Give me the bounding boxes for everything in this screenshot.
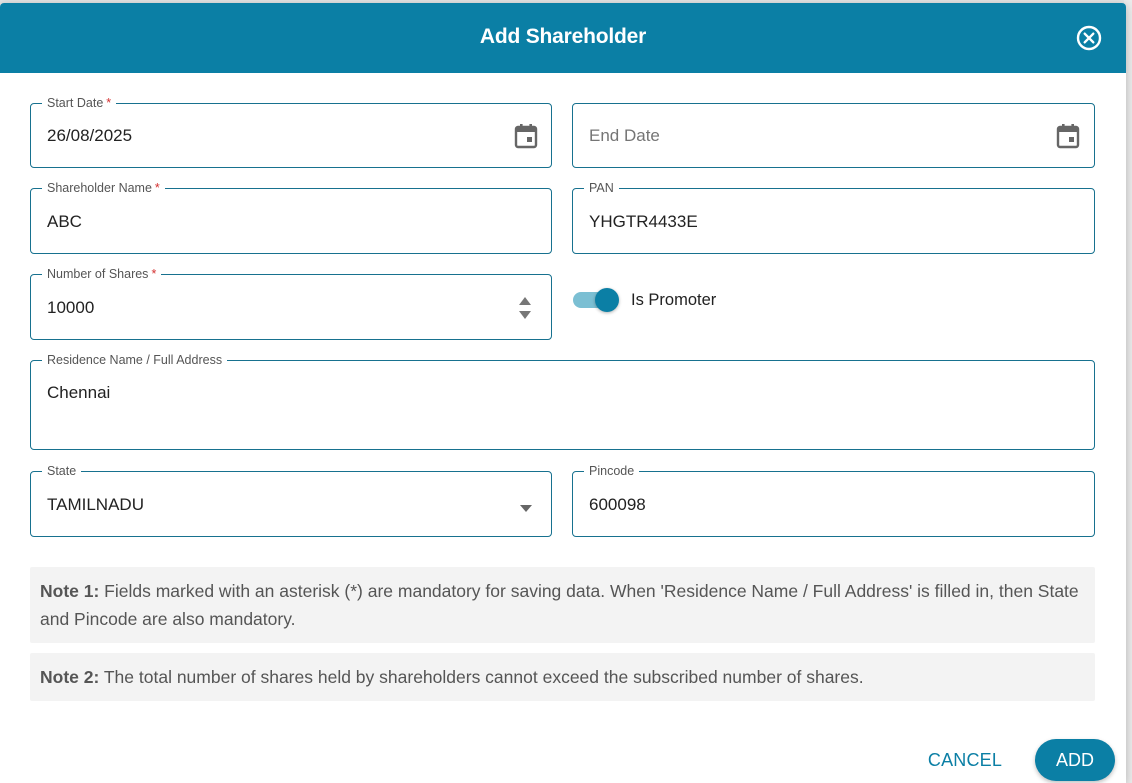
- is-promoter-label: Is Promoter: [631, 291, 717, 309]
- pincode-label: Pincode: [584, 464, 639, 478]
- dialog-header: [0, 3, 1126, 73]
- dialog-title: Add Shareholder: [479, 25, 647, 48]
- add-shareholder-dialog: [0, 3, 1126, 783]
- state-select-value[interactable]: TAMILNADU: [47, 495, 144, 514]
- number-of-shares-input[interactable]: [47, 298, 487, 318]
- caret-down-icon[interactable]: [519, 500, 533, 518]
- address-textarea[interactable]: [47, 382, 1067, 437]
- note-2-label: Note 2:: [40, 667, 100, 687]
- address-label: Residence Name / Full Address: [42, 353, 227, 367]
- start-date-input[interactable]: [47, 126, 487, 146]
- start-date-label: Start Date *: [42, 96, 116, 110]
- spinner-icon[interactable]: [518, 295, 532, 326]
- state-field[interactable]: [30, 464, 552, 537]
- number-of-shares-label: Number of Shares *: [42, 267, 161, 281]
- pan-label: PAN: [584, 181, 619, 195]
- close-icon[interactable]: [1076, 25, 1102, 51]
- start-date-field[interactable]: [30, 96, 552, 168]
- address-field[interactable]: [30, 353, 1095, 450]
- calendar-icon[interactable]: [1055, 122, 1081, 155]
- note-2: [30, 653, 1095, 701]
- pincode-field[interactable]: [572, 464, 1095, 537]
- pan-field[interactable]: [572, 181, 1095, 254]
- cancel-button[interactable]: CANCEL: [920, 743, 1010, 777]
- add-button[interactable]: ADD: [1035, 739, 1115, 781]
- is-promoter-toggle[interactable]: [572, 286, 622, 314]
- note-1-label: Note 1:: [40, 581, 100, 601]
- pincode-input[interactable]: [589, 495, 1069, 515]
- shareholder-name-input[interactable]: [47, 212, 527, 232]
- shareholder-name-field[interactable]: [30, 181, 552, 254]
- state-label: State: [42, 464, 81, 478]
- calendar-icon[interactable]: [513, 122, 539, 155]
- note-1-text: Fields marked with an asterisk (*) are mandatory for saving data. When 'Residence Name / Full Address' is filled in, then State and Pincode are also mandatory.: [40, 581, 1079, 629]
- note-2-text: The total number of shares held by shareholders cannot exceed the subscribed number of shares.: [99, 667, 864, 687]
- end-date-field[interactable]: [572, 103, 1095, 168]
- end-date-input[interactable]: [589, 126, 1029, 146]
- pan-input[interactable]: [589, 212, 1069, 232]
- toggle-knob: [595, 288, 619, 312]
- shareholder-name-label: Shareholder Name *: [42, 181, 165, 195]
- number-of-shares-field[interactable]: [30, 267, 552, 340]
- note-1: [30, 567, 1095, 643]
